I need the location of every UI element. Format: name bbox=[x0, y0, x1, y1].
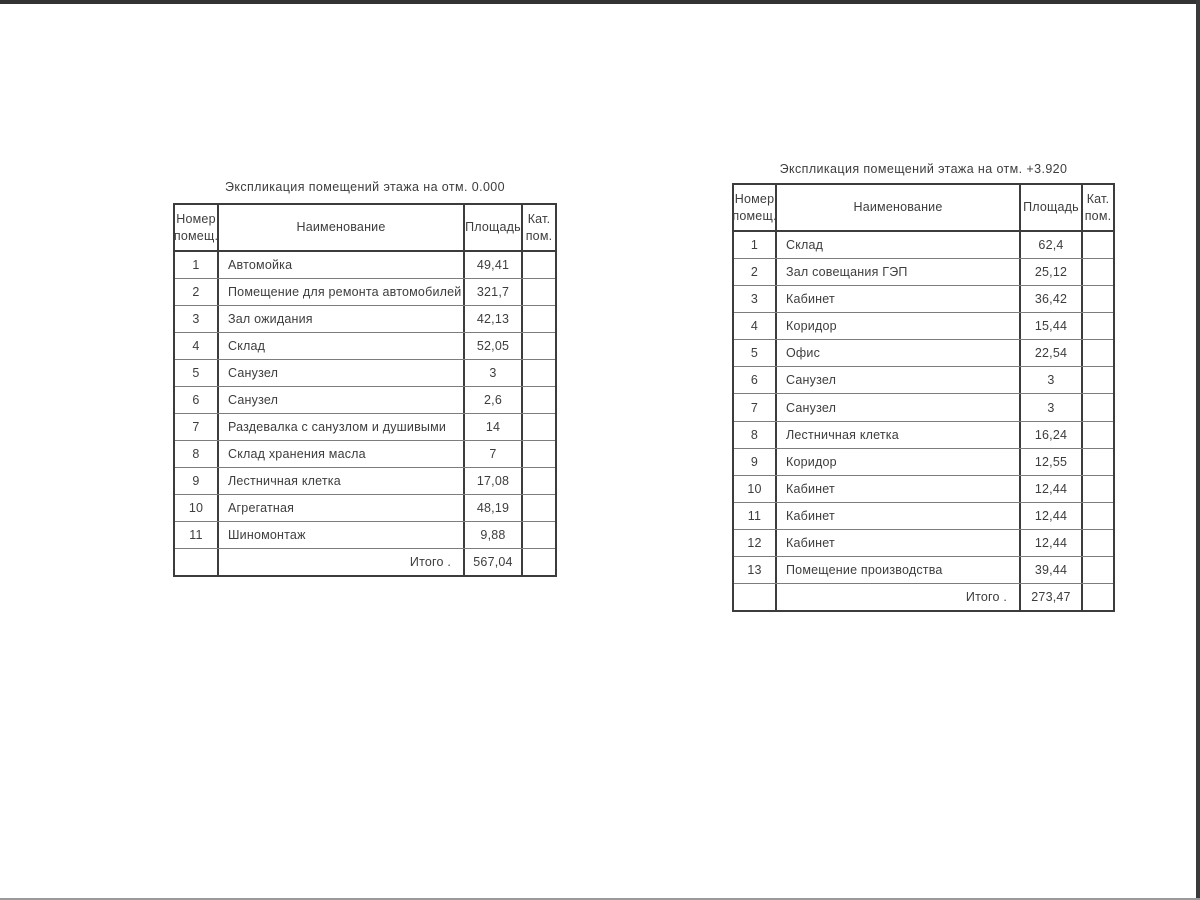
room-number-cell: 8 bbox=[175, 441, 219, 467]
table-row bbox=[175, 252, 555, 278]
table-row bbox=[734, 312, 1113, 339]
room-category-cell bbox=[1083, 367, 1113, 393]
table-row bbox=[734, 421, 1113, 448]
room-number-cell: 10 bbox=[734, 476, 777, 502]
window-top-edge bbox=[0, 0, 1200, 4]
room-number-cell: 9 bbox=[734, 449, 777, 475]
table-row bbox=[175, 413, 555, 440]
table-row bbox=[175, 494, 555, 521]
total-empty-cell bbox=[175, 549, 219, 575]
room-area-cell: 9,88 bbox=[465, 522, 523, 548]
room-area-cell: 12,44 bbox=[1021, 530, 1083, 556]
room-category-cell bbox=[523, 414, 555, 440]
room-area-cell: 49,41 bbox=[465, 252, 523, 278]
header-area: Площадь bbox=[465, 205, 523, 250]
room-category-cell bbox=[1083, 422, 1113, 448]
room-name-cell: Склад bbox=[219, 333, 465, 359]
room-number-cell: 8 bbox=[734, 422, 777, 448]
table-row bbox=[175, 521, 555, 548]
window-right-edge bbox=[1196, 0, 1200, 900]
room-area-cell: 12,44 bbox=[1021, 503, 1083, 529]
explication-title-level-3920: Экспликация помещений этажа на отм. +3.920 bbox=[779, 162, 1068, 176]
room-area-cell: 42,13 bbox=[465, 306, 523, 332]
room-name-cell: Склад хранения масла bbox=[219, 441, 465, 467]
room-number-cell: 3 bbox=[734, 286, 777, 312]
header-area: Площадь bbox=[1021, 185, 1083, 230]
room-name-cell: Санузел bbox=[219, 360, 465, 386]
table-body bbox=[734, 232, 1113, 583]
room-number-cell: 5 bbox=[175, 360, 219, 386]
table-row bbox=[175, 386, 555, 413]
room-name-cell: Лестничная клетка bbox=[219, 468, 465, 494]
room-name-cell: Зал совещания ГЭП bbox=[777, 259, 1021, 285]
total-category-cell bbox=[1083, 584, 1113, 610]
room-area-cell: 15,44 bbox=[1021, 313, 1083, 339]
room-area-cell: 36,42 bbox=[1021, 286, 1083, 312]
room-area-cell: 3 bbox=[1021, 367, 1083, 393]
total-row bbox=[175, 548, 555, 575]
table-row bbox=[175, 359, 555, 386]
total-row bbox=[734, 583, 1113, 610]
room-area-cell: 17,08 bbox=[465, 468, 523, 494]
room-name-cell: Помещение производства bbox=[777, 557, 1021, 583]
room-area-cell: 321,7 bbox=[465, 279, 523, 305]
table-row bbox=[175, 332, 555, 359]
header-room-number: Номер помещ. bbox=[175, 205, 219, 250]
room-number-cell: 10 bbox=[175, 495, 219, 521]
room-name-cell: Коридор bbox=[777, 313, 1021, 339]
explication-table-level-3920 bbox=[732, 183, 1115, 612]
room-area-cell: 3 bbox=[1021, 394, 1083, 420]
room-name-cell: Кабинет bbox=[777, 476, 1021, 502]
room-name-cell: Агрегатная bbox=[219, 495, 465, 521]
room-category-cell bbox=[523, 333, 555, 359]
room-category-cell bbox=[1083, 394, 1113, 420]
table-row bbox=[734, 475, 1113, 502]
room-category-cell bbox=[523, 360, 555, 386]
room-category-cell bbox=[1083, 449, 1113, 475]
room-area-cell: 22,54 bbox=[1021, 340, 1083, 366]
room-category-cell bbox=[523, 279, 555, 305]
room-number-cell: 11 bbox=[175, 522, 219, 548]
room-number-cell: 2 bbox=[734, 259, 777, 285]
room-number-cell: 5 bbox=[734, 340, 777, 366]
total-label: Итого . bbox=[219, 549, 465, 575]
room-name-cell: Санузел bbox=[777, 367, 1021, 393]
room-area-cell: 39,44 bbox=[1021, 557, 1083, 583]
room-name-cell: Склад bbox=[777, 232, 1021, 258]
room-area-cell: 12,55 bbox=[1021, 449, 1083, 475]
total-area-value: 273,47 bbox=[1021, 584, 1083, 610]
explication-table-level-0 bbox=[173, 203, 557, 577]
room-name-cell: Автомойка bbox=[219, 252, 465, 278]
room-area-cell: 2,6 bbox=[465, 387, 523, 413]
room-name-cell: Помещение для ремонта автомобилей bbox=[219, 279, 465, 305]
room-area-cell: 52,05 bbox=[465, 333, 523, 359]
room-number-cell: 7 bbox=[734, 394, 777, 420]
table-row bbox=[734, 502, 1113, 529]
room-number-cell: 6 bbox=[175, 387, 219, 413]
table-row bbox=[734, 258, 1113, 285]
total-category-cell bbox=[523, 549, 555, 575]
room-area-cell: 3 bbox=[465, 360, 523, 386]
room-number-cell: 6 bbox=[734, 367, 777, 393]
table-header-row bbox=[734, 185, 1113, 232]
room-name-cell: Офис bbox=[777, 340, 1021, 366]
room-category-cell bbox=[523, 468, 555, 494]
room-category-cell bbox=[523, 306, 555, 332]
room-category-cell bbox=[523, 387, 555, 413]
room-category-cell bbox=[523, 441, 555, 467]
header-category: Кат. пом. bbox=[525, 212, 553, 243]
header-room-number: Номер помещ. bbox=[734, 185, 777, 230]
room-area-cell: 62,4 bbox=[1021, 232, 1083, 258]
room-category-cell bbox=[1083, 313, 1113, 339]
room-number-cell: 7 bbox=[175, 414, 219, 440]
room-number-cell: 12 bbox=[734, 530, 777, 556]
table-row bbox=[734, 285, 1113, 312]
room-category-cell bbox=[1083, 286, 1113, 312]
room-category-cell bbox=[1083, 476, 1113, 502]
room-number-cell: 2 bbox=[175, 279, 219, 305]
table-body bbox=[175, 252, 555, 548]
total-label: Итого . bbox=[777, 584, 1021, 610]
room-number-cell: 13 bbox=[734, 557, 777, 583]
room-category-cell bbox=[523, 522, 555, 548]
room-number-cell: 4 bbox=[734, 313, 777, 339]
room-category-cell bbox=[523, 495, 555, 521]
table-row bbox=[734, 448, 1113, 475]
explication-title-level-0: Экспликация помещений этажа на отм. 0.000 bbox=[224, 180, 506, 194]
table-row bbox=[734, 366, 1113, 393]
room-area-cell: 7 bbox=[465, 441, 523, 467]
table-row bbox=[734, 393, 1113, 420]
total-empty-cell bbox=[734, 584, 777, 610]
header-category: Кат. пом. bbox=[1084, 192, 1112, 223]
room-category-cell bbox=[1083, 259, 1113, 285]
table-header-row bbox=[175, 205, 555, 252]
room-category-cell bbox=[1083, 340, 1113, 366]
room-area-cell: 16,24 bbox=[1021, 422, 1083, 448]
table-row bbox=[175, 467, 555, 494]
room-area-cell: 25,12 bbox=[1021, 259, 1083, 285]
room-name-cell: Кабинет bbox=[777, 286, 1021, 312]
room-number-cell: 1 bbox=[175, 252, 219, 278]
header-name: Наименование bbox=[219, 205, 465, 250]
room-category-cell bbox=[1083, 530, 1113, 556]
table-row bbox=[175, 278, 555, 305]
room-name-cell: Кабинет bbox=[777, 530, 1021, 556]
room-category-cell bbox=[523, 252, 555, 278]
room-name-cell: Санузел bbox=[219, 387, 465, 413]
header-name: Наименование bbox=[777, 185, 1021, 230]
table-row bbox=[175, 440, 555, 467]
total-area-value: 567,04 bbox=[465, 549, 523, 575]
room-name-cell: Шиномонтаж bbox=[219, 522, 465, 548]
room-number-cell: 9 bbox=[175, 468, 219, 494]
room-category-cell bbox=[1083, 557, 1113, 583]
room-category-cell bbox=[1083, 232, 1113, 258]
room-name-cell: Зал ожидания bbox=[219, 306, 465, 332]
table-row bbox=[734, 339, 1113, 366]
room-number-cell: 1 bbox=[734, 232, 777, 258]
room-name-cell: Лестничная клетка bbox=[777, 422, 1021, 448]
table-row bbox=[734, 556, 1113, 583]
room-name-cell: Кабинет bbox=[777, 503, 1021, 529]
room-area-cell: 48,19 bbox=[465, 495, 523, 521]
room-area-cell: 12,44 bbox=[1021, 476, 1083, 502]
room-name-cell: Санузел bbox=[777, 394, 1021, 420]
room-name-cell: Коридор bbox=[777, 449, 1021, 475]
room-number-cell: 4 bbox=[175, 333, 219, 359]
room-number-cell: 3 bbox=[175, 306, 219, 332]
room-number-cell: 11 bbox=[734, 503, 777, 529]
room-area-cell: 14 bbox=[465, 414, 523, 440]
room-category-cell bbox=[1083, 503, 1113, 529]
table-row bbox=[734, 232, 1113, 258]
table-row bbox=[175, 305, 555, 332]
table-row bbox=[734, 529, 1113, 556]
room-name-cell: Раздевалка с санузлом и душивыми bbox=[219, 414, 465, 440]
